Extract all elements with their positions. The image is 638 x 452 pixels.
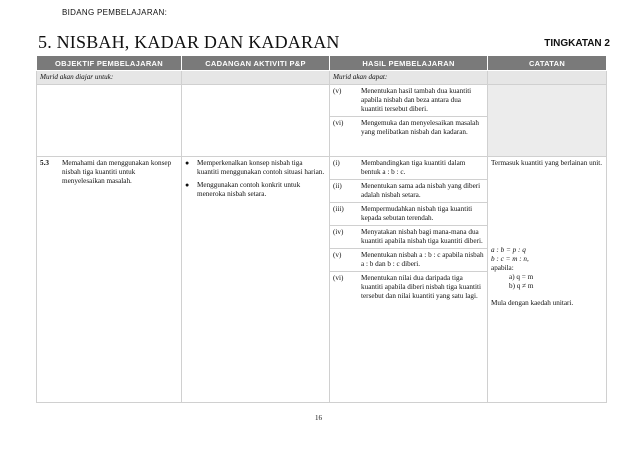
divider bbox=[330, 271, 487, 272]
divider bbox=[330, 248, 487, 249]
table-row bbox=[37, 85, 607, 157]
list-item: (v) Menentukan hasil tambah dua kuantiti apabila nisbah dan beza antara dua kuantiti tersebut diberi. bbox=[333, 87, 472, 113]
note-condition: apabila: bbox=[491, 264, 514, 272]
bullet-icon: ● bbox=[185, 159, 190, 167]
note-case-b: b) q ≠ m bbox=[509, 282, 534, 290]
activities-subheader bbox=[182, 71, 330, 85]
note-ratio-2: b : c = m : n, bbox=[491, 255, 529, 263]
list-item: (iii) Mempermudahkan nisbah tiga kuantiti kepada sebutan terendah. bbox=[333, 205, 473, 222]
divider bbox=[330, 116, 487, 117]
bullet-icon: ● bbox=[185, 181, 190, 189]
divider bbox=[330, 225, 487, 226]
outcomes-cell bbox=[330, 85, 488, 157]
note-case-a: a) q = m bbox=[509, 273, 534, 281]
notes-cell bbox=[488, 85, 607, 157]
objective-cell bbox=[37, 85, 182, 157]
objective-text: Memahami dan menggunakan konsep nisbah tiga kuantiti untuk menyelesaikan masalah. bbox=[62, 159, 172, 185]
table-header-row bbox=[37, 56, 607, 71]
activities-cell bbox=[182, 157, 330, 403]
list-item: ● Memperkenalkan konsep nisbah tiga kuantiti menggunakan contoh situasi harian. bbox=[185, 159, 325, 176]
learning-area-label: BIDANG PEMBELAJARAN: bbox=[62, 8, 168, 17]
list-item: (v) Menentukan nisbah a : b : c apabila nisbah a : b dan b : c diberi. bbox=[333, 251, 484, 268]
col-header-notes: CATATAN bbox=[488, 56, 607, 71]
col-header-activities: CADANGAN AKTIVITI P&P bbox=[182, 56, 330, 71]
objective-number: 5.3 bbox=[40, 159, 49, 167]
divider bbox=[330, 179, 487, 180]
notes-subheader bbox=[488, 71, 607, 85]
notes-cell bbox=[488, 157, 607, 403]
list-item: (vi) Mengemuka dan menyelesaikan masalah yang melibatkan nisbah dan kadaran. bbox=[333, 119, 479, 136]
list-item: (ii) Menentukan sama ada nisbah yang diberi adalah nisbah setara. bbox=[333, 182, 481, 199]
list-item: (vi) Menentukan nilai dua daripada tiga kuantiti apabila diberi nisbah tiga kuantiti tersebut dan nilai kuantiti yang satu lagi. bbox=[333, 274, 481, 300]
note-ratio-1: a : b = p : q bbox=[491, 246, 526, 254]
objective-cell bbox=[37, 157, 182, 403]
subheader-row bbox=[37, 71, 607, 85]
outcome-subheader: Murid akan dapat: bbox=[330, 71, 488, 85]
note-method: Mula dengan kaedah unitari. bbox=[491, 299, 574, 307]
list-item: (i) Membandingkan tiga kuantiti dalam bentuk a : b : c. bbox=[333, 159, 466, 176]
note-units: Termasuk kuantiti yang berlainan unit. bbox=[491, 159, 603, 167]
divider bbox=[330, 202, 487, 203]
page-title: 5. NISBAH, KADAR DAN KADARAN bbox=[38, 32, 340, 52]
outcomes-cell bbox=[330, 157, 488, 403]
list-item: ● Menggunakan contoh konkrit untuk meneroka nisbah setara. bbox=[185, 181, 301, 198]
activities-cell bbox=[182, 85, 330, 157]
form-label: TINGKATAN 2 bbox=[544, 38, 610, 49]
page-number: 16 bbox=[315, 414, 322, 422]
table-row bbox=[37, 157, 607, 403]
syllabus-table bbox=[36, 55, 607, 403]
list-item: (iv) Menyatakan nisbah bagi mana-mana dua kuantiti apabila nisbah tiga kuantiti diberi. bbox=[333, 228, 483, 245]
col-header-outcomes: HASIL PEMBELAJARAN bbox=[330, 56, 488, 71]
objective-subheader: Murid akan diajar untuk: bbox=[37, 71, 182, 85]
col-header-objective: OBJEKTIF PEMBELAJARAN bbox=[37, 56, 182, 71]
